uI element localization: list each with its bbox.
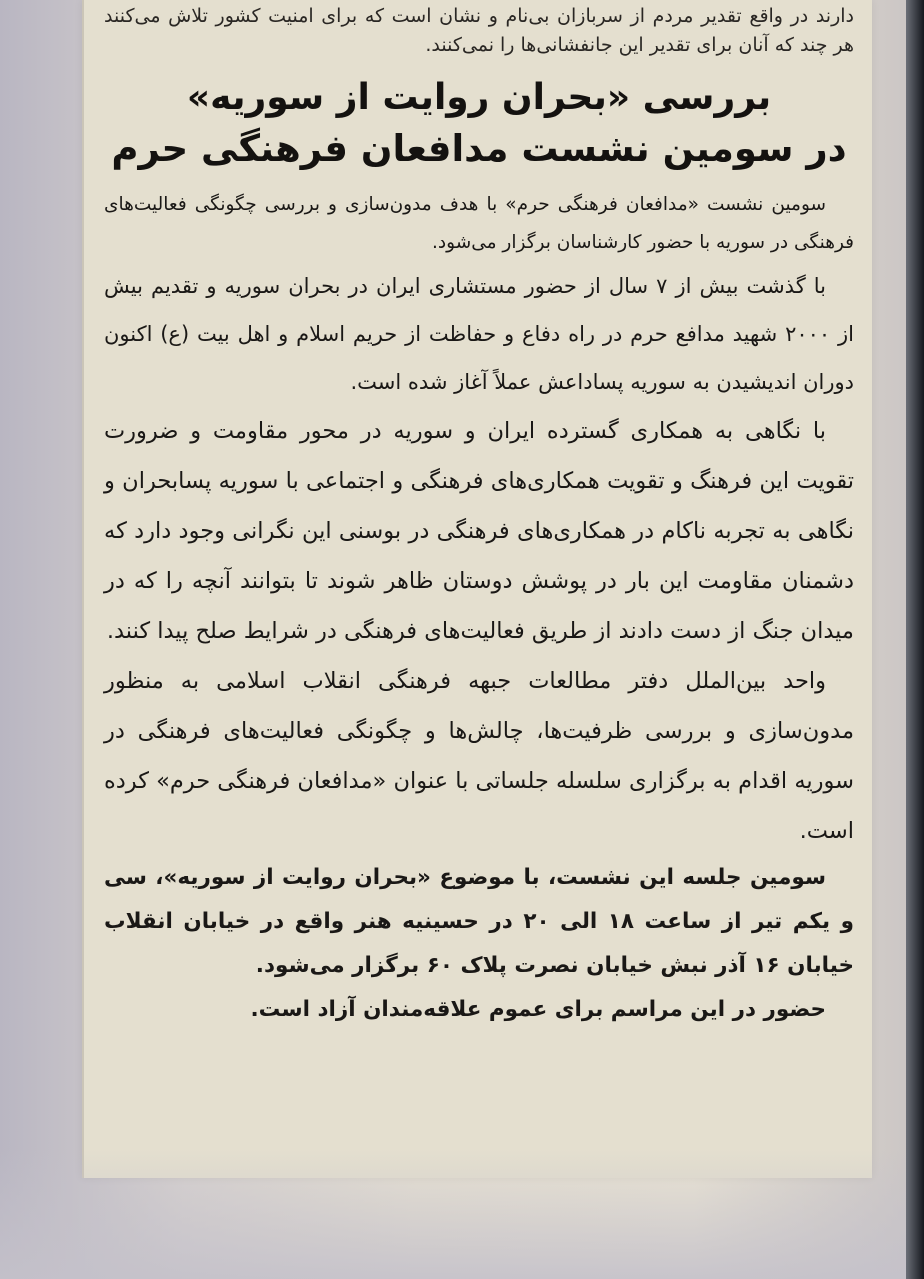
- article: [104, 0, 854, 1032]
- page-edge: [906, 0, 924, 1279]
- headline-line-2: در سومین نشست مدافعان فرهنگی حرم: [111, 127, 847, 170]
- headline-line-1: بررسی «بحران روایت از سوریه»: [186, 77, 772, 118]
- bottom-shadow: [0, 1149, 924, 1279]
- paragraph-1: سومین نشست «مدافعان فرهنگی حرم» با هدف مدون‌سازی و بررسی چگونگی فعالیت‌های فرهنگی در سوریه با حضور کارشناسان برگزار می‌شود.: [104, 194, 854, 253]
- paragraph-6: حضور در این مراسم برای عموم علاقه‌مندان آزاد است.: [250, 997, 826, 1022]
- column-rule: [82, 0, 84, 1178]
- paragraph-2: با گذشت بیش از ۷ سال از حضور مستشاری ایران در بحران سوریه و تقدیم بیش از ۲۰۰۰ شهید مدافع حرم در راه دفاع و حفاظت از حریم اسلام و اهل بیت (ع) اکنون دوران اندیشیدن به سوریه پساداعش عملاً آغاز شده است.: [104, 274, 854, 394]
- paragraph-3: با نگاهی به همکاری گسترده ایران و سوریه در محور مقاومت و ضرورت تقویت این فرهنگ و تقویت همکاری‌های فرهنگی و اجتماعی با سوریه پسابحران و نگاهی به تجربه ناکام در همکاری‌های فرهنگی در بوسنی این نگرانی وجود دارد که دشمنان مقاومت این بار در پوشش دوستان ظاهر شوند تا بتوانند آنچه را که در میدان جنگ از دست دادند از طریق فعالیت‌های فرهنگی در شرایط صلح پیدا کنند.: [104, 418, 854, 644]
- paragraph-5: سومین جلسه این نشست، با موضوع «بحران روایت از سوریه»، سی و یکم تیر از ساعت ۱۸ الی ۲۰ در حسینیه هنر واقع در خیابان انقلاب خیابان ۱۶ آذر نبش خیابان نصرت پلاک ۶۰ برگزار می‌شود.: [104, 865, 855, 978]
- paragraph-4: واحد بین‌الملل دفتر مطالعات جبهه فرهنگی انقلاب اسلامی به منظور مدون‌سازی و بررسی ظرفیت‌ها، چالش‌ها و چگونگی فعالیت‌های فرهنگی در سوریه اقدام به برگزاری سلسله جلساتی با عنوان «مدافعان فرهنگی حرم» کرده است.: [104, 668, 854, 844]
- newspaper-column: [82, 0, 872, 1178]
- previous-article-text: دارند در واقع تقدیر مردم از سربازان بی‌نام و نشان است که برای امنیت کشور تلاش می‌کنند هر چند که آنان برای تقدیر این جانفشانی‌ها را نمی‌کنند.: [104, 5, 854, 56]
